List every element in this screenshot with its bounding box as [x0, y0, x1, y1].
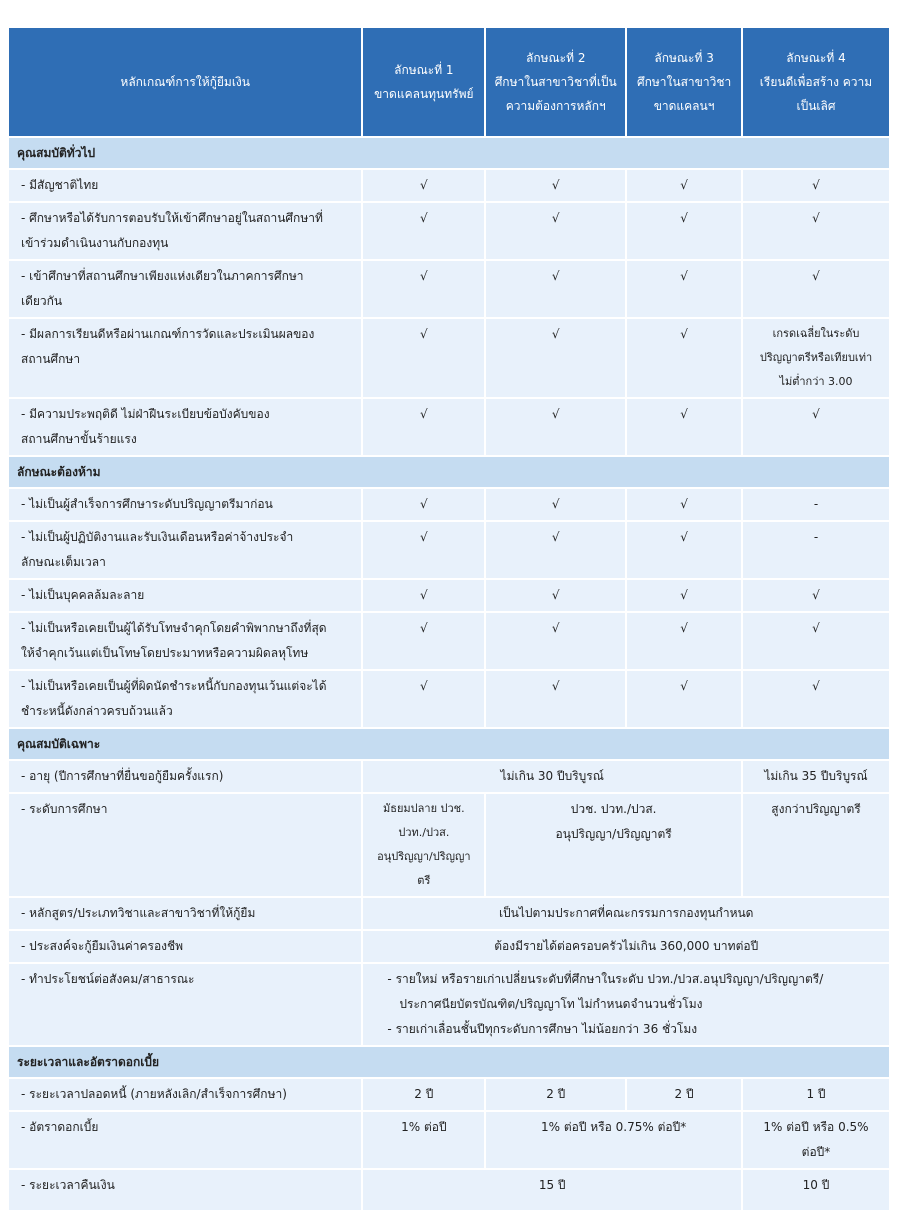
check-cell: √ [363, 522, 484, 578]
check-cell: √ [486, 522, 625, 578]
section-general [9, 138, 889, 168]
row-label: - ระยะเวลาปลอดหนี้ (ภายหลังเลิก/สำเร็จการศึกษา) [9, 1079, 361, 1110]
table-row [9, 203, 889, 259]
check-cell: √ [363, 319, 484, 397]
grace-type-4: 1 ปี [743, 1079, 889, 1110]
table-row [9, 1112, 889, 1168]
level-type-23: ปวช. ปวท./ปวส. อนุปริญญา/ปริญญาตรี [486, 794, 741, 896]
interest-type-23: 1% ต่อปี หรือ 0.75% ต่อปี* [486, 1112, 741, 1168]
check-cell: √ [627, 671, 741, 727]
table-row [9, 319, 889, 397]
grace-type-3: 2 ปี [627, 1079, 741, 1110]
header-type-2: ลักษณะที่ 2 ศึกษาในสาขาวิชาที่เป็น ความต้องการหลักฯ [486, 28, 625, 136]
check-cell: √ [627, 522, 741, 578]
row-label: - ประสงค์จะกู้ยืมเงินค่าครองชีพ [9, 931, 361, 962]
check-cell: √ [743, 203, 889, 259]
header-type-4: ลักษณะที่ 4 เรียนดีเพื่อสร้าง ความ เป็นเลิศ [743, 28, 889, 136]
dash-cell: - [743, 522, 889, 578]
section-title: คุณสมบัติทั่วไป [9, 138, 889, 168]
check-cell: √ [743, 170, 889, 201]
row-label: - ไม่เป็นผู้สำเร็จการศึกษาระดับปริญญาตรีมาก่อน [9, 489, 361, 520]
check-cell: √ [627, 203, 741, 259]
check-cell: √ [486, 671, 625, 727]
table-row [9, 671, 889, 727]
row-label: - หลักสูตร/ประเภทวิชาและสาขาวิชาที่ให้กู้ยืม [9, 898, 361, 929]
section-title: ลักษณะต้องห้าม [9, 457, 889, 487]
check-cell: √ [363, 170, 484, 201]
row-label: - อายุ (ปีการศึกษาที่ยื่นขอกู้ยืมครั้งแรก) [9, 761, 361, 792]
table-row [9, 761, 889, 792]
row-label: - ศึกษาหรือได้รับการตอบรับให้เข้าศึกษาอยู่ในสถานศึกษาที่ เข้าร่วมดำเนินงานกับกองทุน [9, 203, 361, 259]
table-row [9, 794, 889, 896]
check-cell: √ [486, 580, 625, 611]
check-cell: √ [486, 613, 625, 669]
section-prohibited [9, 457, 889, 487]
check-cell: √ [743, 613, 889, 669]
check-cell: √ [743, 580, 889, 611]
header-type-3: ลักษณะที่ 3 ศึกษาในสาขาวิชา ขาดแคลนฯ [627, 28, 741, 136]
row-label: - ทำประโยชน์ต่อสังคม/สาธารณะ [9, 964, 361, 1045]
section-title: ระยะเวลาและอัตราดอกเบี้ย [9, 1047, 889, 1077]
check-cell: √ [486, 203, 625, 259]
dash-cell: - [743, 489, 889, 520]
section-period [9, 1047, 889, 1077]
row-label: - ระยะเวลาคืนเงิน [9, 1170, 361, 1210]
gpa-note-cell: เกรดเฉลี่ยในระดับ ปริญญาตรีหรือเทียบเท่า ไม่ต่ำกว่า 3.00 [743, 319, 889, 397]
repay-type-4: 10 ปี [743, 1170, 889, 1210]
check-cell: √ [743, 261, 889, 317]
repay-type-123: 15 ปี [363, 1170, 741, 1210]
interest-type-1: 1% ต่อปี [363, 1112, 484, 1168]
age-limit-4: ไม่เกิน 35 ปีบริบูรณ์ [743, 761, 889, 792]
check-cell: √ [627, 261, 741, 317]
social-service-value: - รายใหม่ หรือรายเก่าเปลี่ยนระดับที่ศึกษาในระดับ ปวท./ปวส.อนุปริญญา/ปริญญาตรี/ ประกาศนียบัตรบัณฑิต/ปริญญาโท ไม่กำหนดจำนวนชั่วโมง - รายเก่าเลื่อนชั้นปีทุกระดับการศึกษา ไม่น้อยกว่า 36 ชั่วโมง [363, 964, 889, 1045]
table-row [9, 1079, 889, 1110]
check-cell: √ [486, 170, 625, 201]
check-cell: √ [627, 580, 741, 611]
header-criteria: หลักเกณฑ์การให้กู้ยืมเงิน [9, 28, 361, 136]
check-cell: √ [363, 489, 484, 520]
check-cell: √ [363, 203, 484, 259]
living-value: ต้องมีรายได้ต่อครอบครัวไม่เกิน 360,000 บาทต่อปี [363, 931, 889, 962]
header-row [9, 28, 889, 136]
check-cell: √ [363, 261, 484, 317]
loan-criteria-table [7, 26, 891, 1212]
loan-criteria-document [9, 26, 891, 1212]
table-row [9, 964, 889, 1045]
row-label: - ไม่เป็นผู้ปฏิบัติงานและรับเงินเดือนหรือค่าจ้างประจำ ลักษณะเต็มเวลา [9, 522, 361, 578]
table-row [9, 170, 889, 201]
row-label: - ระดับการศึกษา [9, 794, 361, 896]
course-value: เป็นไปตามประกาศที่คณะกรรมการกองทุนกำหนด [363, 898, 889, 929]
table-row [9, 931, 889, 962]
check-cell: √ [743, 399, 889, 455]
table-row [9, 580, 889, 611]
table-row [9, 399, 889, 455]
check-cell: √ [627, 319, 741, 397]
table-row [9, 613, 889, 669]
row-label: - อัตราดอกเบี้ย [9, 1112, 361, 1168]
check-cell: √ [486, 489, 625, 520]
interest-type-4: 1% ต่อปี หรือ 0.5% ต่อปี* [743, 1112, 889, 1168]
grace-type-2: 2 ปี [486, 1079, 625, 1110]
check-cell: √ [363, 580, 484, 611]
row-label: - มีสัญชาติไทย [9, 170, 361, 201]
row-label: - ไม่เป็นหรือเคยเป็นผู้ได้รับโทษจำคุกโดยคำพิพากษาถึงที่สุด ให้จำคุกเว้นแต่เป็นโทษโดยประมาทหรือความผิดลหุโทษ [9, 613, 361, 669]
row-label: - ไม่เป็นบุคคลล้มละลาย [9, 580, 361, 611]
age-limit-123: ไม่เกิน 30 ปีบริบูรณ์ [363, 761, 741, 792]
grace-type-1: 2 ปี [363, 1079, 484, 1110]
check-cell: √ [627, 399, 741, 455]
check-cell: √ [363, 613, 484, 669]
table-row [9, 522, 889, 578]
check-cell: √ [363, 399, 484, 455]
section-title: คุณสมบัติเฉพาะ [9, 729, 889, 759]
table-row [9, 489, 889, 520]
row-label: - ไม่เป็นหรือเคยเป็นผู้ที่ผิดนัดชำระหนี้กับกองทุนเว้นแต่จะได้ ชำระหนี้ดังกล่าวครบถ้วนแล้ว [9, 671, 361, 727]
check-cell: √ [486, 261, 625, 317]
check-cell: √ [627, 170, 741, 201]
row-label: - เข้าศึกษาที่สถานศึกษาเพียงแห่งเดียวในภาคการศึกษา เดียวกัน [9, 261, 361, 317]
check-cell: √ [486, 319, 625, 397]
section-specific [9, 729, 889, 759]
header-type-1: ลักษณะที่ 1 ขาดแคลนทุนทรัพย์ [363, 28, 484, 136]
table-row [9, 261, 889, 317]
check-cell: √ [627, 489, 741, 520]
row-label: - มีผลการเรียนดีหรือผ่านเกณฑ์การวัดและประเมินผลของ สถานศึกษา [9, 319, 361, 397]
check-cell: √ [363, 671, 484, 727]
level-type-4: สูงกว่าปริญญาตรี [743, 794, 889, 896]
level-type-1: มัธยมปลาย ปวช. ปวท./ปวส. อนุปริญญา/ปริญญาตรี [363, 794, 484, 896]
table-row [9, 1170, 889, 1210]
check-cell: √ [743, 671, 889, 727]
row-label: - มีความประพฤติดี ไม่ฝ่าฝืนระเบียบข้อบังคับของ สถานศึกษาขั้นร้ายแรง [9, 399, 361, 455]
check-cell: √ [486, 399, 625, 455]
table-row [9, 898, 889, 929]
check-cell: √ [627, 613, 741, 669]
